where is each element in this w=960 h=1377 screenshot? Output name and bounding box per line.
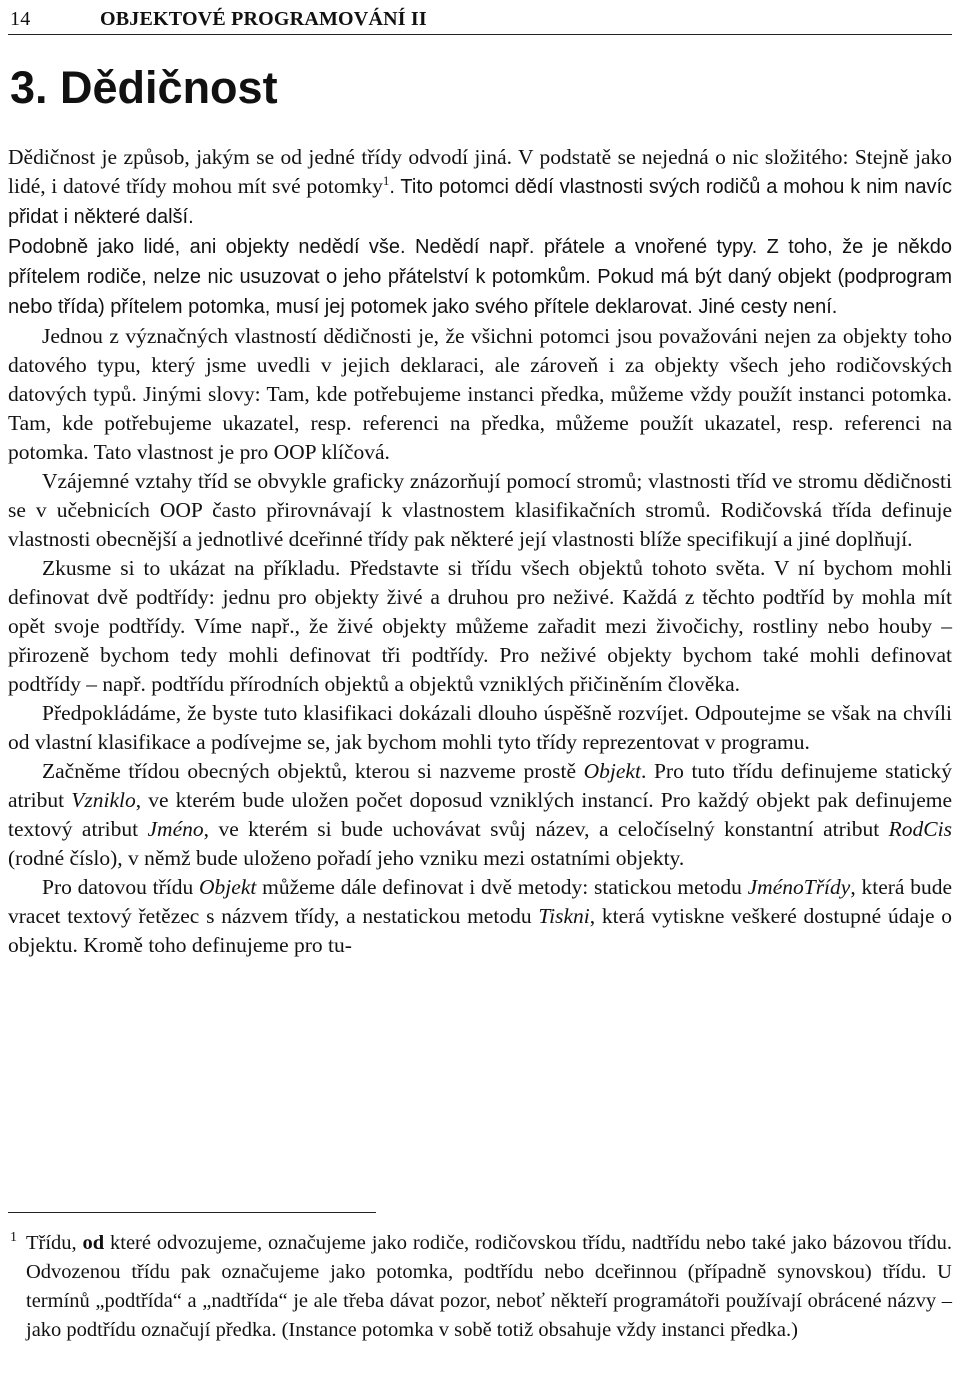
- paragraph-6-text-e: (rodné číslo), v němž bude uloženo pořadí jeho vzniku mezi ostatními objekty.: [8, 846, 685, 870]
- term-jmeno: Jméno: [147, 817, 204, 841]
- paragraph-4: Zkusme si to ukázat na příkladu. Představte si třídu všech objektů tohoto světa. V ní bychom mohli definovat dvě podtřídy: jednu pro objekty živé a druhou pro neživé. Každá z těchto podtříd by mohla mít opět svoje podtřídy. Víme např., že živé objekty můžeme zařadit mezi živočichy, rostliny nebo houby – přirozeně bychom tedy mohli definovat tři podtřídy. Pro neživé objekty bychom také mohli definovat podtřídy – např. podtřídu přírodních objektů a objektů vzniklých přičiněním člověka.: [8, 556, 952, 696]
- footnote-text-b: které odvozujeme, označujeme jako rodiče, rodičovskou třídu, nadtřídu nebo také jako bázovou třídu. Odvozenou třídu pak označujeme jako potomka, podtřídu nebo dceřinnou (případně synovskou) třídu. U termínů „podtřída“ a „nadtřída“ je ale třeba dávat pozor, neboť někteří programátoři používají obrácené názvy – jako podtřídu označují předka. (Instance potomka v sobě totiž obsahuje vždy instanci předka.): [26, 1232, 952, 1341]
- paragraph-6-text-c: , ve kterém bude uložen počet doposud vzniklých instancí. Pro každý objekt pak definujeme textový atribut: [8, 788, 952, 841]
- term-objekt-2: Objekt: [199, 875, 257, 899]
- paragraph-7-text-c: , která bude vracet textový řetězec s názvem třídy, a nestatickou metodu: [8, 875, 952, 928]
- term-objekt: Objekt: [583, 759, 641, 783]
- page-number: 14: [10, 8, 31, 30]
- running-title: OBJEKTOVÉ PROGRAMOVÁNÍ II: [100, 8, 427, 30]
- term-vzniklo: Vzniklo: [71, 788, 136, 812]
- paragraph-1-text-b: . Tito potomci dědí vlastnosti svých rodičů a mohou k nim navíc přidat i některé další.: [8, 176, 952, 228]
- paragraph-1: [8, 143, 952, 322]
- paragraph-6-text-b: . Pro tuto třídu definujeme statický atribut: [8, 759, 952, 812]
- paragraph-3: Vzájemné vztahy tříd se obvykle graficky znázorňují pomocí stromů; vlastnosti tříd ve stromu dědičnosti se v učebnicích OOP často přirovnávají k vlastnostem klasifikačních stromů. Rodičovská třída definuje vlastnosti obecnější a jednotlivé dceřinné třídy pak některé její vlastnosti blíže specifikují a jiné doplňují.: [8, 469, 952, 551]
- footnote-bold-od: od: [82, 1232, 105, 1254]
- paragraph-2: Jednou z význačných vlastností dědičnosti je, že všichni potomci jsou považováni nejen za objekty toho datového typu, který jsme uvedli v jejich deklaraci, ale zároveň i za objekty všech jeho rodičovských datových typů. Jinými slovy: Tam, kde potřebujeme instanci předka, můžeme vždy použít instanci potomka. Tam, kde potřebujeme ukazatel, resp. referenci na předka, můžeme použít ukazatel, resp. referenci na potomka. Tato vlastnost je pro OOP klíčová.: [8, 324, 952, 464]
- footnote-text-a: Třídu,: [26, 1232, 83, 1254]
- paragraph-6-text-d: , ve kterém si bude uchovávat svůj název, a celočíselný konstantní atribut: [203, 817, 889, 841]
- footnote-rule: [8, 1212, 376, 1213]
- body-text: [8, 143, 952, 960]
- paragraph-7-text-b: můžeme dále definovat i dvě metody: statickou metodu: [256, 875, 748, 899]
- paragraph-6: [8, 757, 952, 873]
- running-header: [8, 4, 952, 35]
- footnote-mark: 1: [10, 1230, 17, 1245]
- paragraph-7-text-d: , která vytiskne veškeré dostupné údaje o objektu. Kromě toho definujeme pro tu-: [8, 904, 952, 957]
- paragraph-1-text: Dědičnost je způsob, jakým se od jedné třídy odvodí jiná. V podstatě se nejedná o nic složitého: Stejně jako lidé, i datové třídy mohou mít své potomky: [8, 145, 952, 198]
- chapter-title: 3. Dědičnost: [10, 62, 278, 113]
- paragraph-5: Předpokládáme, že byste tuto klasifikaci dokázali dlouho úspěšně rozvíjet. Odpoutejme se však na chvíli od vlastní klasifikace a podívejme se, jak bychom mohli tyto třídy reprezentovat v programu.: [8, 701, 952, 754]
- footnote: [8, 1229, 952, 1345]
- footnote-text: [26, 1229, 952, 1345]
- footnote-reference: 1: [382, 172, 390, 188]
- term-tiskni: Tiskni: [538, 904, 590, 928]
- paragraph-6-text: Začněme třídou obecných objektů, kterou si nazveme prostě: [42, 759, 584, 783]
- paragraph-7-text: Pro datovou třídu: [42, 875, 200, 899]
- term-rodcis: RodCis: [888, 817, 952, 841]
- term-jmenotridy: JménoTřídy: [747, 875, 851, 899]
- paragraph-7: [8, 873, 952, 960]
- paragraph-1-text-c: Podobně jako lidé, ani objekty nedědí vše. Nedědí např. přátele a vnořené typy. Z toho, že je někdo přítelem rodiče, nelze nic usuzovat o jeho přátelství k potomkům. Pokud má být daný objekt (podprogram nebo třída) přítelem potomka, musí jej potomek jako svého přítele deklarovat. Jiné cesty není.: [8, 236, 952, 318]
